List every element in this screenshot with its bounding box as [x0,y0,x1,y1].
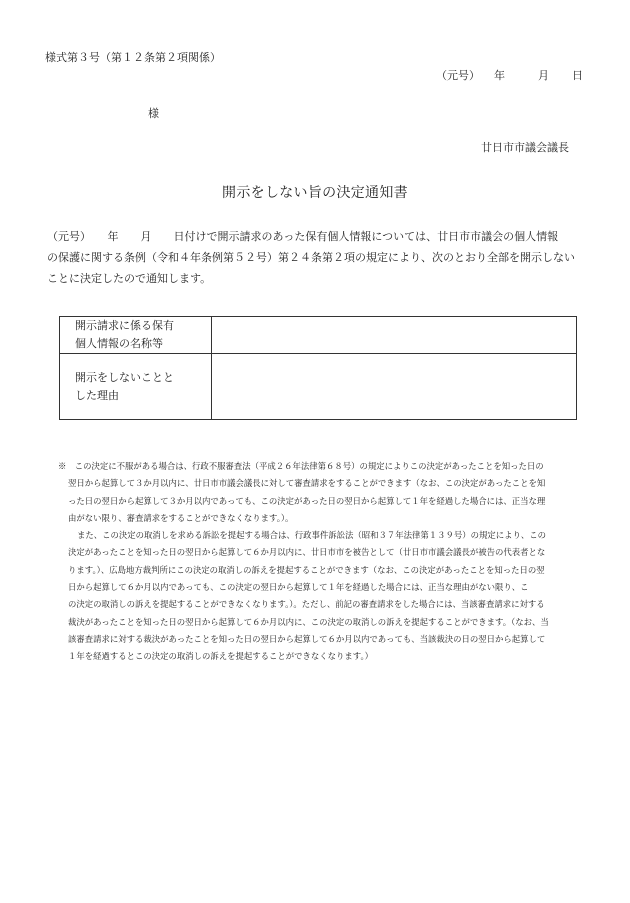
appeal-notes [58,458,578,666]
addressee: 様 [148,107,159,120]
note-line: った日の翌日から起算して３か月以内であっても、この決定があった日の翌日から起算して１年を経過した場合には、正当な理 [68,495,546,506]
body-paragraph [47,226,587,289]
date-year: 年 [494,69,505,82]
date-day: 日 [572,69,583,82]
form-number: 様式第３号（第１２条第２項関係） [45,51,221,64]
body-line: （元号） 年 月 日付けで開示請求のあった保有個人情報については、廿日市市議会の個人情報 [47,230,559,243]
note-line: また、この決定の取消しを求める訴訟を提起する場合は、行政事件訴訟法（昭和３７年法律第１３９号）の規定により、この [77,530,546,541]
table-label-cell [60,317,212,354]
note-line: 該審査請求に対する裁決があったことを知った日の翌日から起算して６か月以内であっても、当該裁決の日の翌日から起算して [68,633,546,644]
note-line: の決定の取消しの訴えを提起することができなくなります。）。ただし、前記の審査請求をした場合には、当該審査請求に対する [68,599,545,610]
note-line: ります。）、広島地方裁判所にこの決定の取消しの訴えを提起することができます（なお、この決定があったことを知った日の翌 [68,564,545,575]
date-line [436,67,583,83]
note-line: 由がない限り、審査請求をすることができなくなります。）。 [68,512,294,523]
document-title: 開示をしない旨の決定通知書 [222,185,408,201]
body-line: の保護に関する条例（令和４年条例第５２号）第２４条第２項の規定により、次のとおり全部を開示しない [47,251,575,264]
table-label-line: 開示請求に係る保有 [75,319,174,332]
sender-name: 廿日市市議会議長 [481,141,569,154]
note-line: 日から起算して６か月以内であっても、この決定の翌日から起算して１年を経過した場合には、正当な理由がない限り、こ [68,582,529,593]
note-line: 決定があったことを知った日の翌日から起算して６か月以内に、廿日市市を被告として（廿日市市議会議長が被告の代表者とな [68,547,546,558]
date-month: 月 [538,69,549,82]
note-line: 翌日から起算して３か月以内に、廿日市市議会議長に対して審査請求をすることができます（なお、この決定があったことを知 [68,478,546,489]
table-row [60,354,577,420]
note-line: 裁決があったことを知った日の翌日から起算して６か月以内に、この決定の取消しの訴えを提起することができます。（なお、当 [68,616,549,627]
note-line: ※ この決定に不服がある場合は、行政不服審査法（平成２６年法律第６８号）の規定によりこの決定があったことを知った日の [58,461,544,471]
table-label-line: 個人情報の名称等 [75,337,163,350]
table-label-cell [60,354,212,420]
date-era: （元号） [436,69,480,82]
table-label-line: した理由 [75,388,119,402]
table-row [60,317,577,354]
note-line: １年を経過するとこの決定の取消しの訴えを提起することができなくなります。） [68,651,374,662]
info-table [59,316,577,420]
table-value-cell [212,317,577,354]
body-line: ことに決定したので通知します。 [47,272,212,285]
table-value-cell [212,354,577,420]
table-label-line: 開示をしないことと [75,370,174,384]
